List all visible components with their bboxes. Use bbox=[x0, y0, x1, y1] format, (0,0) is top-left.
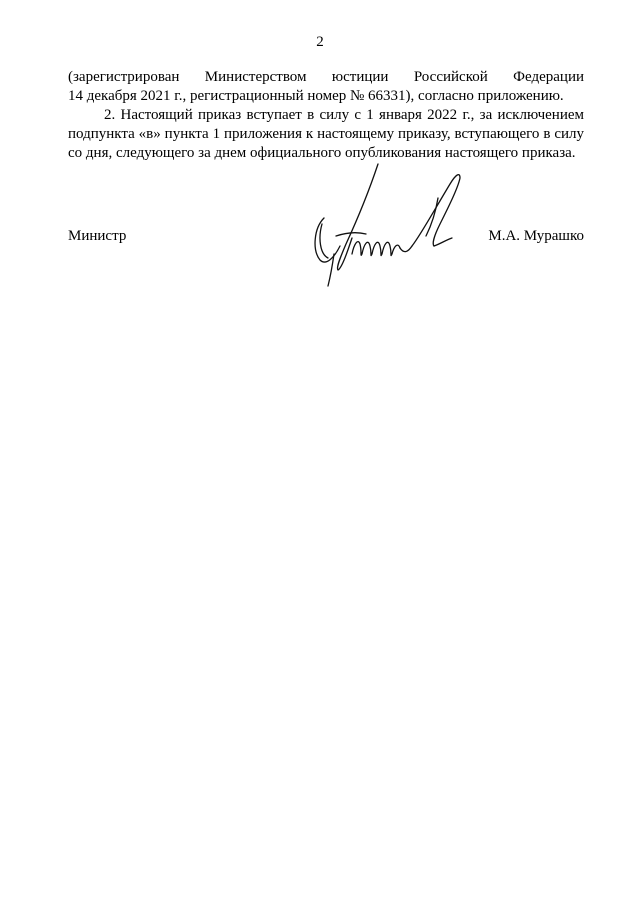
signatory-title: Министр bbox=[68, 228, 127, 244]
signatory-name: М.А. Мурашко bbox=[488, 228, 584, 244]
paragraph-2: 2. Настоящий приказ вступает в силу с 1 января 2022 г., за исключением подпункта «в» пункта 1 приложения к настоящему приказу, вступающего в силу со дня, следующего за днем официального опубликования настоящего приказа. bbox=[68, 107, 584, 161]
paragraph-1-line-1: (зарегистрирован Министерством юстиции Российской Федерации bbox=[68, 69, 584, 85]
signature-block bbox=[68, 228, 584, 252]
handwritten-signature bbox=[300, 158, 480, 290]
document-body bbox=[68, 68, 584, 163]
paragraph-1-continuation: 14 декабря 2021 г., регистрационный номер № 66331), согласно приложению. bbox=[68, 88, 564, 104]
page-number: 2 bbox=[316, 34, 324, 50]
